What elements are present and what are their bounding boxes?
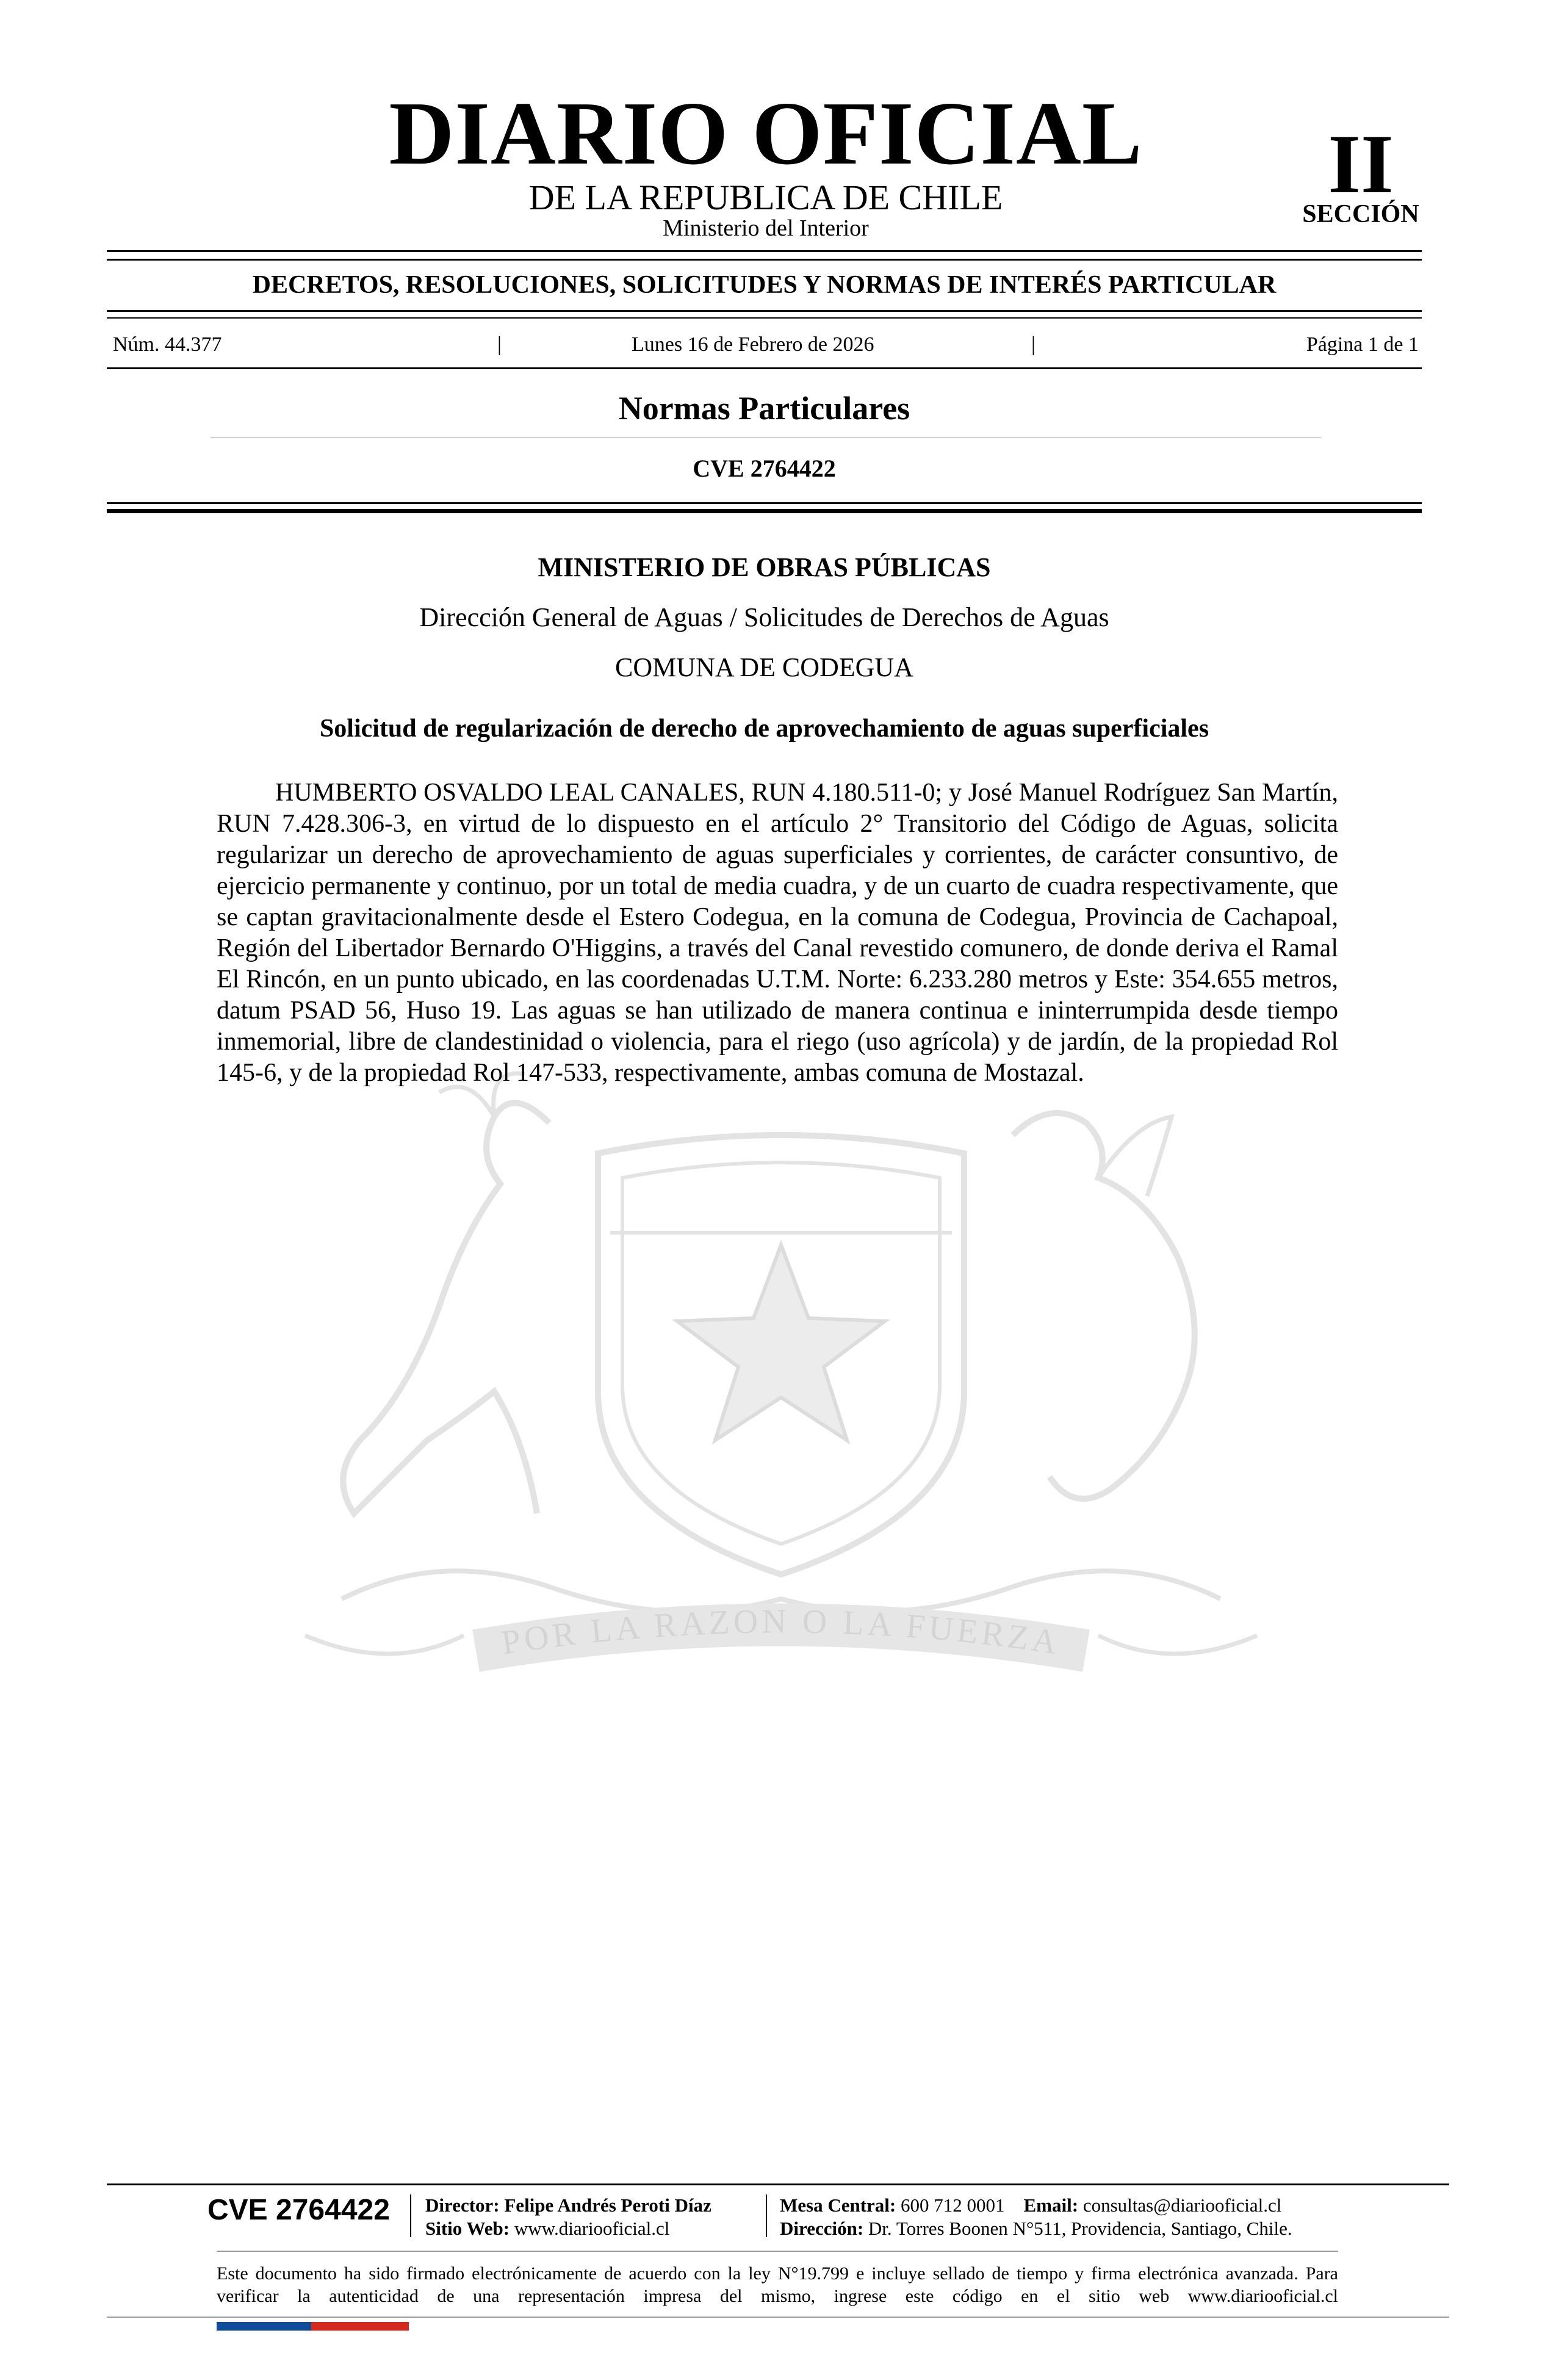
coat-of-arms-icon bbox=[207, 1050, 1355, 1709]
footer-address-label: Dirección: bbox=[780, 2218, 864, 2239]
footer-email-label: Email: bbox=[1023, 2194, 1079, 2216]
footer-cve: CVE 2764422 bbox=[207, 2194, 390, 2226]
masthead-subtitle: DE LA REPUBLICA DE CHILE bbox=[528, 178, 1003, 217]
top-rule-2 bbox=[107, 259, 1422, 261]
watermark-motto: POR LA RAZON O LA FUERZA bbox=[499, 1603, 1064, 1662]
footer-website-line bbox=[425, 2217, 711, 2240]
section-label: SECCIÓN bbox=[1302, 200, 1419, 228]
category-underline bbox=[211, 437, 1321, 438]
section-number: II bbox=[1328, 117, 1394, 211]
footer-director-line bbox=[425, 2194, 711, 2217]
issue-info-row bbox=[113, 334, 1419, 359]
cve-rule-1 bbox=[107, 502, 1422, 504]
document-body: HUMBERTO OSVALDO LEAL CANALES, RUN 4.180.511-0; y José Manuel Rodríguez San Martín, RUN 7.428.306-3, en virtud de lo dispuesto en el artículo 2° Transitorio del Código de Aguas, solicita regularizar un derecho de aprovechamiento de aguas superficiales y corrientes, de carácter consuntivo, de ejercicio permanente y continuo, por un total de media cuadra, y de un cuarto de cuadra respectivamente, que se captan gravitacionalmente desde el Estero Codegua, en la comuna de Codegua, Provincia de Cachapoal, Región del Libertador Bernardo O'Higgins, a través del Canal revestido comunero, de donde deriva el Ramal El Rincón, en un punto ubicado, en las coordenadas U.T.M. Norte: 6.233.280 metros y Este: 354.655 metros, datum PSAD 56, Huso 19. Las aguas se han utilizado de manera continua e ininterrumpida desde tiempo inmemorial, libre de clandestinidad o violencia, para el riego (uso agrícola) y de jardín, de la propiedad Rol 145-6, y de la propiedad Rol 147-533, respectivamente, ambas comuna de Mostazal. bbox=[217, 779, 1338, 1087]
issue-number: Núm. 44.377 bbox=[113, 333, 222, 356]
footer-director-value: Felipe Andrés Peroti Díaz bbox=[504, 2194, 711, 2216]
cve-rule-2 bbox=[107, 509, 1422, 513]
document-department: Dirección General de Aguas / Solicitudes de Derechos de Aguas bbox=[419, 602, 1109, 632]
issue-separator-1: | bbox=[497, 333, 502, 356]
flag-stripe-blue bbox=[217, 2322, 311, 2331]
footer-mid-rule bbox=[217, 2251, 1338, 2252]
footer-phone-label: Mesa Central: bbox=[780, 2194, 896, 2216]
document-title: Solicitud de regularización de derecho de aprovechamiento de aguas superficiales bbox=[319, 715, 1209, 743]
issue-separator-2: | bbox=[1031, 333, 1036, 356]
top-rule-1 bbox=[107, 250, 1422, 252]
footer-contact-line bbox=[780, 2194, 1292, 2217]
info-rule bbox=[107, 367, 1422, 369]
footer-director-block bbox=[425, 2194, 711, 2240]
footer-email-link[interactable]: consultas@diariooficial.cl bbox=[1082, 2194, 1282, 2216]
flag-stripe-red bbox=[311, 2322, 409, 2331]
footer-phone-value: 600 712 0001 bbox=[901, 2194, 1005, 2216]
cve-code: CVE 2764422 bbox=[693, 455, 836, 482]
issue-page: Página 1 de 1 bbox=[1306, 333, 1419, 356]
footer-top-rule bbox=[107, 2183, 1449, 2185]
document-ministry: MINISTERIO DE OBRAS PÚBLICAS bbox=[538, 552, 991, 582]
document-commune: COMUNA DE CODEGUA bbox=[615, 652, 913, 682]
heading-rule-1 bbox=[107, 310, 1422, 312]
footer-separator-1 bbox=[410, 2194, 411, 2237]
footer-director-label: Director: bbox=[425, 2194, 500, 2216]
heading-rule-2 bbox=[107, 317, 1422, 319]
footer-address-line bbox=[780, 2217, 1292, 2240]
footer-legal-note: Este documento ha sido firmado electrónicamente de acuerdo con la ley N°19.799 e incluye sellado de tiempo y firma electrónica avanzada. Para verificar la autenticidad de una representación impresa del mismo, ingrese este código en el sitio web www.diariooficial.cl bbox=[217, 2263, 1338, 2306]
issue-date: Lunes 16 de Febrero de 2026 bbox=[632, 333, 874, 356]
masthead-title: DIARIO OFICIAL bbox=[389, 84, 1143, 184]
footer-website-link[interactable]: www.diariooficial.cl bbox=[514, 2218, 670, 2239]
footer-contact-block bbox=[780, 2194, 1292, 2240]
footer-separator-2 bbox=[766, 2194, 767, 2237]
footer-bottom-rule bbox=[107, 2317, 1449, 2318]
footer-address-value: Dr. Torres Boonen N°511, Providencia, Santiago, Chile. bbox=[868, 2218, 1292, 2239]
category-title: Normas Particulares bbox=[618, 390, 910, 427]
footer-website-label: Sitio Web: bbox=[425, 2218, 510, 2239]
masthead-ministry: Ministerio del Interior bbox=[663, 215, 869, 241]
section-heading: DECRETOS, RESOLUCIONES, SOLICITUDES Y NORMAS DE INTERÉS PARTICULAR bbox=[252, 271, 1277, 299]
